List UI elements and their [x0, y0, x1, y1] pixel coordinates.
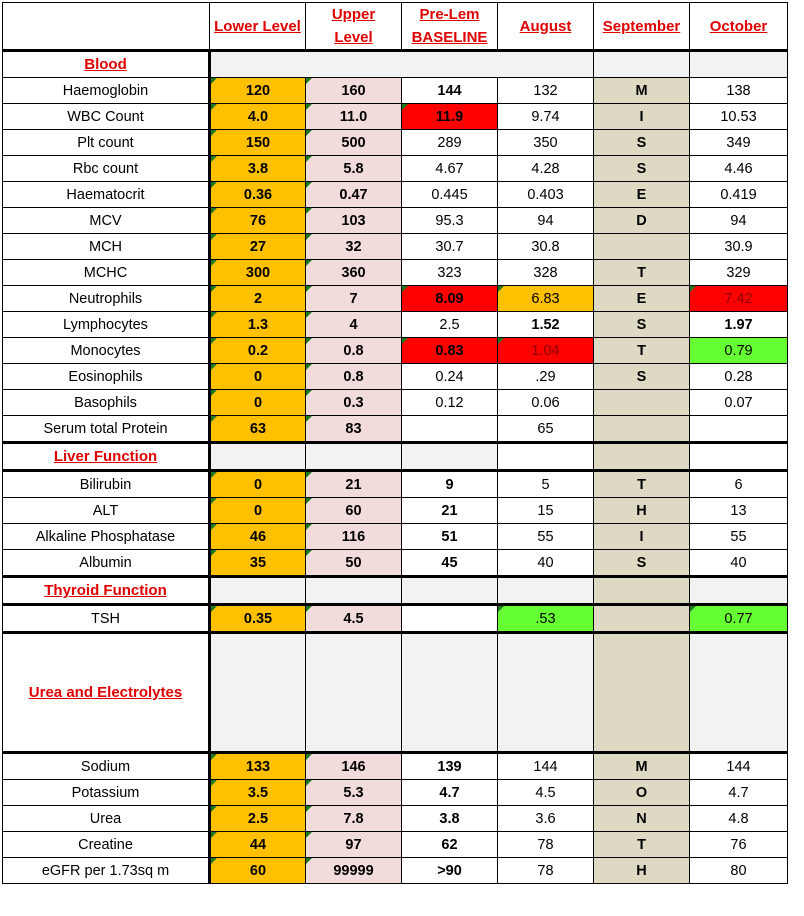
august-cell: 15 [498, 498, 594, 524]
lower-level-cell: 4.0 [210, 104, 306, 130]
lower-level-cell: 0 [210, 471, 306, 498]
october-cell: 40 [690, 550, 788, 577]
upper-level-cell: 50 [306, 550, 402, 577]
table-row [3, 498, 788, 524]
table-row [3, 550, 788, 577]
october-cell: 76 [690, 832, 788, 858]
row-name: Rbc count [3, 156, 210, 182]
august-cell: 78 [498, 858, 594, 884]
october-cell: 55 [690, 524, 788, 550]
october-cell [690, 416, 788, 443]
october-cell: 0.419 [690, 182, 788, 208]
upper-level-cell: 97 [306, 832, 402, 858]
header-upper-2: Level [334, 29, 373, 46]
header-row [3, 3, 788, 51]
upper-level-cell: 5.3 [306, 780, 402, 806]
row-name: Haematocrit [3, 182, 210, 208]
upper-level-cell: 7 [306, 286, 402, 312]
september-cell [594, 390, 690, 416]
gray-cell [690, 633, 788, 753]
upper-level-cell: 360 [306, 260, 402, 286]
header-lower: Lower Level [210, 3, 306, 51]
october-cell: 0.77 [690, 605, 788, 633]
gray-cell [402, 577, 498, 605]
gray-cell [690, 51, 788, 78]
section-urea: Urea and Electrolytes [3, 633, 210, 753]
september-cell: M [594, 78, 690, 104]
lower-level-cell: 120 [210, 78, 306, 104]
gray-cell [594, 577, 690, 605]
upper-level-cell: 500 [306, 130, 402, 156]
lower-level-cell: 0.2 [210, 338, 306, 364]
october-cell: 80 [690, 858, 788, 884]
august-cell: 132 [498, 78, 594, 104]
baseline-cell: 0.83 [402, 338, 498, 364]
baseline-cell: 139 [402, 753, 498, 780]
september-cell: O [594, 780, 690, 806]
october-cell: 349 [690, 130, 788, 156]
gray-cell [498, 443, 594, 471]
lower-level-cell: 1.3 [210, 312, 306, 338]
lab-results-table [2, 2, 788, 884]
gray-cell [498, 633, 594, 753]
section-row-urea [3, 633, 788, 753]
september-cell: I [594, 104, 690, 130]
october-cell: 4.8 [690, 806, 788, 832]
row-name: TSH [3, 605, 210, 633]
september-cell [594, 605, 690, 633]
gray-cell [402, 443, 498, 471]
lower-level-cell: 300 [210, 260, 306, 286]
table-row [3, 780, 788, 806]
september-cell: E [594, 182, 690, 208]
october-cell: 30.9 [690, 234, 788, 260]
september-cell: S [594, 312, 690, 338]
row-name: Monocytes [3, 338, 210, 364]
october-cell: 6 [690, 471, 788, 498]
baseline-cell: 323 [402, 260, 498, 286]
gray-cell [594, 443, 690, 471]
september-cell [594, 416, 690, 443]
row-name: Serum total Protein [3, 416, 210, 443]
october-cell: 0.28 [690, 364, 788, 390]
august-cell: 6.83 [498, 286, 594, 312]
row-name: MCH [3, 234, 210, 260]
lower-level-cell: 0 [210, 390, 306, 416]
upper-level-cell: 0.3 [306, 390, 402, 416]
september-cell: T [594, 471, 690, 498]
upper-level-cell: 99999 [306, 858, 402, 884]
baseline-cell: 0.24 [402, 364, 498, 390]
lower-level-cell: 0.36 [210, 182, 306, 208]
lower-level-cell: 27 [210, 234, 306, 260]
september-cell: E [594, 286, 690, 312]
lower-level-cell: 35 [210, 550, 306, 577]
table-row [3, 130, 788, 156]
header-baseline-1: Pre-Lem [419, 6, 480, 23]
upper-level-cell: 0.8 [306, 338, 402, 364]
upper-level-cell: 11.0 [306, 104, 402, 130]
september-cell: N [594, 806, 690, 832]
october-cell: 138 [690, 78, 788, 104]
september-cell: H [594, 498, 690, 524]
upper-level-cell: 146 [306, 753, 402, 780]
lower-level-cell: 3.8 [210, 156, 306, 182]
upper-level-cell: 160 [306, 78, 402, 104]
table-row [3, 338, 788, 364]
section-thyroid: Thyroid Function [3, 577, 210, 605]
table-row [3, 182, 788, 208]
table-row [3, 364, 788, 390]
september-cell: D [594, 208, 690, 234]
table-row [3, 156, 788, 182]
table-row [3, 260, 788, 286]
gray-cell [402, 633, 498, 753]
header-october: October [690, 3, 788, 51]
row-name: Creatine [3, 832, 210, 858]
section-row-liver [3, 443, 788, 471]
upper-level-cell: 0.8 [306, 364, 402, 390]
lower-level-cell: 0 [210, 498, 306, 524]
baseline-cell: 4.7 [402, 780, 498, 806]
upper-level-cell: 21 [306, 471, 402, 498]
upper-level-cell: 116 [306, 524, 402, 550]
row-name: MCV [3, 208, 210, 234]
gray-cell [594, 51, 690, 78]
october-cell: 94 [690, 208, 788, 234]
table-row [3, 471, 788, 498]
september-cell [594, 234, 690, 260]
baseline-cell: 0.12 [402, 390, 498, 416]
lower-level-cell: 150 [210, 130, 306, 156]
section-blood: Blood [3, 51, 210, 78]
table-row [3, 390, 788, 416]
gray-cell [690, 577, 788, 605]
august-cell: 0.06 [498, 390, 594, 416]
october-cell: 10.53 [690, 104, 788, 130]
baseline-cell: 9 [402, 471, 498, 498]
october-cell: 4.46 [690, 156, 788, 182]
row-name: Haemoglobin [3, 78, 210, 104]
gray-cell [306, 633, 402, 753]
gray-cell [210, 633, 306, 753]
september-cell: T [594, 338, 690, 364]
table-row [3, 753, 788, 780]
table-row [3, 234, 788, 260]
table-row [3, 858, 788, 884]
august-cell: 1.04 [498, 338, 594, 364]
august-cell: 5 [498, 471, 594, 498]
august-cell: 4.5 [498, 780, 594, 806]
lower-level-cell: 76 [210, 208, 306, 234]
upper-level-cell: 0.47 [306, 182, 402, 208]
september-cell: T [594, 260, 690, 286]
lower-level-cell: 44 [210, 832, 306, 858]
upper-level-cell: 103 [306, 208, 402, 234]
october-cell: 4.7 [690, 780, 788, 806]
baseline-cell: 30.7 [402, 234, 498, 260]
row-name: WBC Count [3, 104, 210, 130]
header-upper [306, 3, 402, 51]
row-name: Bilirubin [3, 471, 210, 498]
gray-cell [210, 577, 306, 605]
lower-level-cell: 3.5 [210, 780, 306, 806]
september-cell: S [594, 550, 690, 577]
header-baseline [402, 3, 498, 51]
gray-cell [210, 443, 306, 471]
table-row [3, 832, 788, 858]
row-name: Urea [3, 806, 210, 832]
gray-cell [498, 577, 594, 605]
august-cell: .53 [498, 605, 594, 633]
october-cell: 7.42 [690, 286, 788, 312]
upper-level-cell: 4.5 [306, 605, 402, 633]
row-name: Basophils [3, 390, 210, 416]
gray-cell [306, 577, 402, 605]
lower-level-cell: 63 [210, 416, 306, 443]
table-row [3, 286, 788, 312]
october-cell: 329 [690, 260, 788, 286]
upper-level-cell: 4 [306, 312, 402, 338]
september-cell: H [594, 858, 690, 884]
august-cell: 78 [498, 832, 594, 858]
august-cell: 144 [498, 753, 594, 780]
baseline-cell: 62 [402, 832, 498, 858]
september-cell: S [594, 364, 690, 390]
baseline-cell: 4.67 [402, 156, 498, 182]
upper-level-cell: 7.8 [306, 806, 402, 832]
gray-cell [690, 443, 788, 471]
table-row [3, 806, 788, 832]
august-cell: 40 [498, 550, 594, 577]
section-liver: Liver Function [3, 443, 210, 471]
gray-cell [306, 443, 402, 471]
lower-level-cell: 60 [210, 858, 306, 884]
upper-level-cell: 60 [306, 498, 402, 524]
september-cell: T [594, 832, 690, 858]
baseline-cell [402, 605, 498, 633]
baseline-cell [402, 416, 498, 443]
baseline-cell: 95.3 [402, 208, 498, 234]
baseline-cell: 289 [402, 130, 498, 156]
upper-level-cell: 5.8 [306, 156, 402, 182]
baseline-cell: 11.9 [402, 104, 498, 130]
august-cell: 4.28 [498, 156, 594, 182]
section-row-blood [3, 51, 788, 78]
august-cell: 328 [498, 260, 594, 286]
october-cell: 144 [690, 753, 788, 780]
august-cell: 9.74 [498, 104, 594, 130]
lower-level-cell: 0 [210, 364, 306, 390]
table-row [3, 312, 788, 338]
baseline-cell: 45 [402, 550, 498, 577]
gray-cell [594, 633, 690, 753]
august-cell: 55 [498, 524, 594, 550]
upper-level-cell: 83 [306, 416, 402, 443]
row-name: ALT [3, 498, 210, 524]
baseline-cell: 0.445 [402, 182, 498, 208]
row-name: Alkaline Phosphatase [3, 524, 210, 550]
august-cell: .29 [498, 364, 594, 390]
august-cell: 30.8 [498, 234, 594, 260]
baseline-cell: >90 [402, 858, 498, 884]
august-cell: 94 [498, 208, 594, 234]
lower-level-cell: 46 [210, 524, 306, 550]
table-row [3, 208, 788, 234]
september-cell: S [594, 130, 690, 156]
row-name: eGFR per 1.73sq m [3, 858, 210, 884]
gray-cell [210, 51, 594, 78]
august-cell: 3.6 [498, 806, 594, 832]
baseline-cell: 2.5 [402, 312, 498, 338]
header-baseline-2: BASELINE [411, 29, 488, 46]
lower-level-cell: 0.35 [210, 605, 306, 633]
october-cell: 0.07 [690, 390, 788, 416]
august-cell: 65 [498, 416, 594, 443]
row-name: Eosinophils [3, 364, 210, 390]
table-row [3, 104, 788, 130]
october-cell: 0.79 [690, 338, 788, 364]
row-name: Lymphocytes [3, 312, 210, 338]
row-name: MCHC [3, 260, 210, 286]
section-row-thyroid [3, 577, 788, 605]
lower-level-cell: 133 [210, 753, 306, 780]
august-cell: 350 [498, 130, 594, 156]
october-cell: 13 [690, 498, 788, 524]
september-cell: I [594, 524, 690, 550]
row-name: Albumin [3, 550, 210, 577]
table-row [3, 78, 788, 104]
baseline-cell: 51 [402, 524, 498, 550]
row-name: Plt count [3, 130, 210, 156]
august-cell: 0.403 [498, 182, 594, 208]
baseline-cell: 21 [402, 498, 498, 524]
upper-level-cell: 32 [306, 234, 402, 260]
header-september: September [594, 3, 690, 51]
october-cell: 1.97 [690, 312, 788, 338]
baseline-cell: 3.8 [402, 806, 498, 832]
row-name: Potassium [3, 780, 210, 806]
september-cell: M [594, 753, 690, 780]
header-august: August [498, 3, 594, 51]
baseline-cell: 144 [402, 78, 498, 104]
row-name: Sodium [3, 753, 210, 780]
september-cell: S [594, 156, 690, 182]
lower-level-cell: 2.5 [210, 806, 306, 832]
table-row [3, 524, 788, 550]
baseline-cell: 8.09 [402, 286, 498, 312]
row-name: Neutrophils [3, 286, 210, 312]
table-row [3, 416, 788, 443]
lower-level-cell: 2 [210, 286, 306, 312]
august-cell: 1.52 [498, 312, 594, 338]
table-row [3, 605, 788, 633]
header-name [3, 3, 210, 51]
header-upper-1: Upper [331, 6, 376, 23]
